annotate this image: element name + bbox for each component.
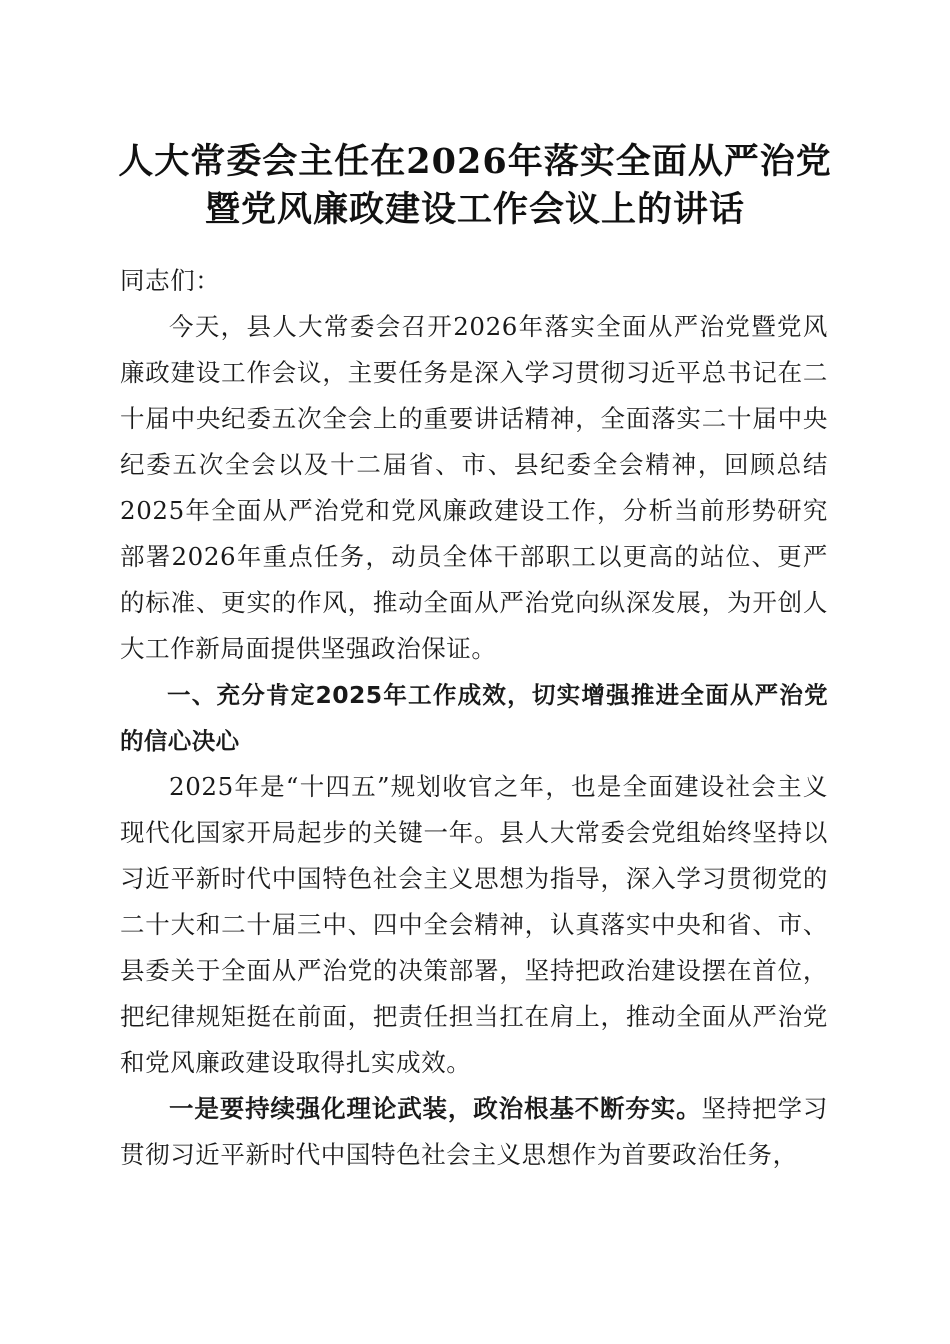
title-line-2: 暨党风廉政建设工作会议上的讲话 bbox=[204, 189, 745, 230]
paragraph-text: 坚持把学习贯彻习近平新时代中国特色社会主义思想作为首要政治任务， bbox=[120, 1094, 828, 1169]
document-title bbox=[100, 138, 850, 234]
paragraph-lead: 一是要持续强化理论武装，政治根基不断夯实。 bbox=[169, 1094, 702, 1123]
title-line-1: 人大常委会主任在2026年落实全面从严治党 bbox=[118, 141, 832, 182]
paragraph-intro: 今天，县人大常委会召开2026年落实全面从严治党暨党风廉政建设工作会议，主要任务是深入学习贯彻习近平总书记在二十届中央纪委五次全会上的重要讲话精神，全面落实二十届中央纪委五次全会以及十二届省、市、县纪委全会精神，回顾总结2025年全面从严治党和党风廉政建设工作，分析当前形势研究部署2026年重点任务，动员全体干部职工以更高的站位、更严的标准、更实的作风，推动全面从严治党向纵深发展，为开创人大工作新局面提供坚强政治保证。 bbox=[120, 312, 828, 663]
salutation: 同志们： bbox=[120, 266, 221, 295]
document-body bbox=[120, 258, 828, 1178]
paragraph-theory bbox=[120, 1086, 828, 1178]
section-heading-1: 一、充分肯定2025年工作成效，切实增强推进全面从严治党的信心决心 bbox=[120, 681, 828, 755]
paragraph-2025-review: 2025年是“十四五”规划收官之年，也是全面建设社会主义现代化国家开局起步的关键一年。县人大常委会党组始终坚持以习近平新时代中国特色社会主义思想为指导，深入学习贯彻党的二十大和二十届三中、四中全会精神，认真落实中央和省、市、县委关于全面从严治党的决策部署，坚持把政治建设摆在首位，把纪律规矩挺在前面，把责任担当扛在肩上，推动全面从严治党和党风廉政建设取得扎实成效。 bbox=[120, 772, 828, 1077]
